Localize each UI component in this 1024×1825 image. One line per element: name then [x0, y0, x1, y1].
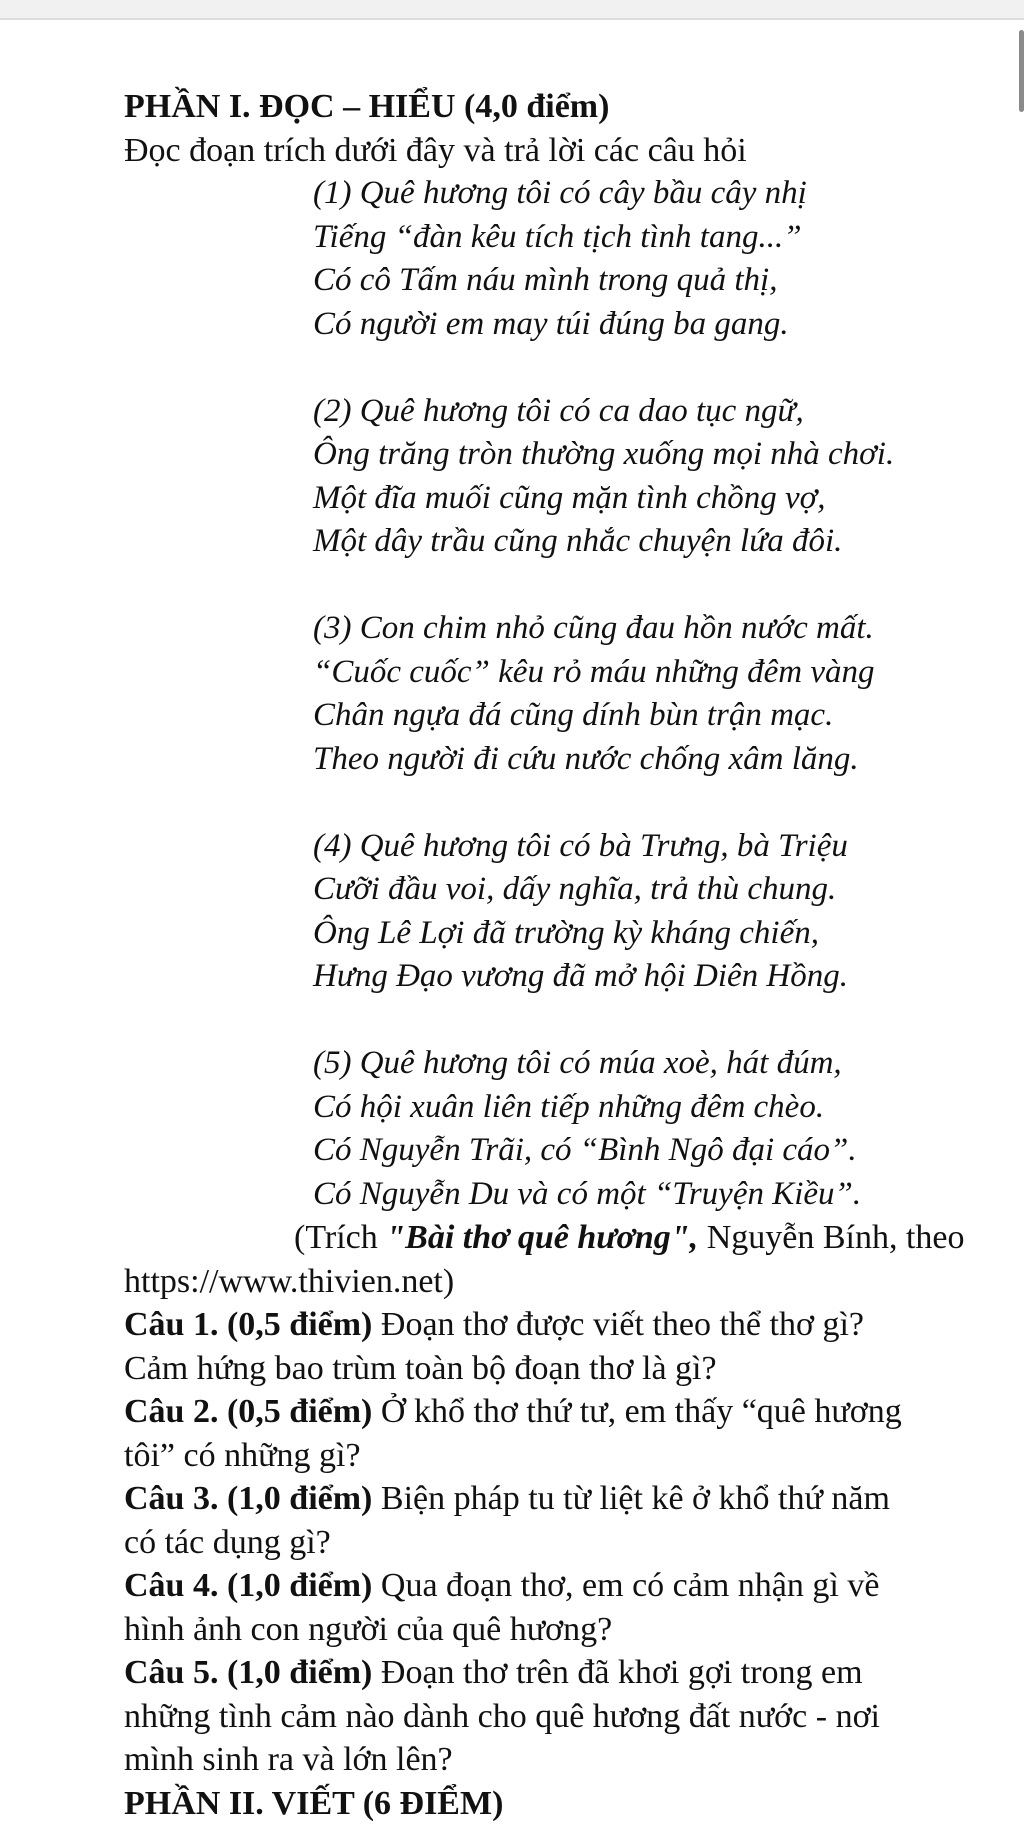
document: [0, 85, 1024, 1825]
question-text: Đoạn thơ trên đã khơi gợi trong em: [372, 1654, 862, 1691]
question-label: Câu 3. (1,0 điểm): [124, 1480, 372, 1517]
source-prefix: (Trích: [294, 1219, 386, 1256]
poem-line: (1) Quê hương tôi có cây bầu cây nhị: [0, 172, 1024, 216]
question-text: Đoạn thơ được viết theo thể thơ gì?: [372, 1306, 864, 1343]
question-line: [0, 1477, 1024, 1521]
question-text: mình sinh ra và lớn lên?: [124, 1741, 453, 1778]
poem-line: (3) Con chim nhỏ cũng đau hồn nước mất.: [0, 607, 1024, 651]
poem-line: Có Nguyễn Trãi, có “Bình Ngô đại cáo”.: [0, 1129, 1024, 1173]
instruction: Đọc đoạn trích dưới đây và trả lời các câu hỏi: [0, 129, 1024, 173]
question-line: [0, 1347, 1024, 1391]
question-text: hình ảnh con người của quê hương?: [124, 1611, 612, 1648]
question-text: Ở khổ thơ thứ tư, em thấy “quê hương: [372, 1393, 901, 1430]
poem-line: (5) Quê hương tôi có múa xoè, hát đúm,: [0, 1042, 1024, 1086]
question-line: [0, 1390, 1024, 1434]
question-text: tôi” có những gì?: [124, 1437, 361, 1474]
poem-line: Chân ngựa đá cũng dính bùn trận mạc.: [0, 694, 1024, 738]
source-url: https://www.thivien.net): [0, 1260, 1024, 1304]
question-line: [0, 1303, 1024, 1347]
poem-line: Có cô Tấm náu mình trong quả thị,: [0, 259, 1024, 303]
poem-line: Có hội xuân liên tiếp những đêm chèo.: [0, 1086, 1024, 1130]
question-line: [0, 1434, 1024, 1478]
poem-line: Có người em may túi đúng ba gang.: [0, 303, 1024, 347]
stanza-gap: [0, 781, 1024, 825]
question-text: Cảm hứng bao trùm toàn bộ đoạn thơ là gì?: [124, 1350, 717, 1387]
source-suffix: Nguyễn Bính, theo: [698, 1219, 964, 1256]
source-title: "Bài thơ quê hương",: [386, 1219, 698, 1256]
poem-line: Tiếng “đàn kêu tích tịch tình tang...”: [0, 216, 1024, 260]
poem-line: Cưỡi đầu voi, dấy nghĩa, trả thù chung.: [0, 868, 1024, 912]
section-title-text: PHẦN I. ĐỌC – HIỂU (4,0 điểm): [124, 88, 609, 125]
poem-line: (4) Quê hương tôi có bà Trưng, bà Triệu: [0, 825, 1024, 869]
question-text: những tình cảm nào dành cho quê hương đất nước - nơi: [124, 1698, 880, 1735]
poem-line: Theo người đi cứu nước chống xâm lăng.: [0, 738, 1024, 782]
question-label: Câu 5. (1,0 điểm): [124, 1654, 372, 1691]
poem-line: Có Nguyễn Du và có một “Truyện Kiều”.: [0, 1173, 1024, 1217]
question-line: [0, 1695, 1024, 1739]
question-label: Câu 4. (1,0 điểm): [124, 1567, 372, 1604]
poem-line: Ông trăng tròn thường xuống mọi nhà chơi.: [0, 433, 1024, 477]
question-text: Qua đoạn thơ, em có cảm nhận gì về: [372, 1567, 879, 1604]
poem-line: Một dây trầu cũng nhắc chuyện lứa đôi.: [0, 520, 1024, 564]
poem-line: Ông Lê Lợi đã trường kỳ kháng chiến,: [0, 912, 1024, 956]
stanza-gap: [0, 564, 1024, 608]
question-text: Biện pháp tu từ liệt kê ở khổ thứ năm: [372, 1480, 890, 1517]
browser-top-bar: [0, 0, 1024, 20]
source-citation: [0, 1216, 1024, 1260]
question-line: [0, 1738, 1024, 1782]
questions: [0, 1303, 1024, 1782]
section2-title: [0, 1782, 1024, 1825]
poem-line: “Cuốc cuốc” kêu rỏ máu những đêm vàng: [0, 651, 1024, 695]
poem: [0, 172, 1024, 1216]
question-label: Câu 1. (0,5 điểm): [124, 1306, 372, 1343]
question-line: [0, 1521, 1024, 1565]
question-line: [0, 1564, 1024, 1608]
stanza-gap: [0, 346, 1024, 390]
stanza-gap: [0, 999, 1024, 1043]
question-line: [0, 1651, 1024, 1695]
poem-line: (2) Quê hương tôi có ca dao tục ngữ,: [0, 390, 1024, 434]
section2-title-text: PHẦN II. VIẾT (6 ĐIỂM): [124, 1785, 503, 1822]
question-line: [0, 1608, 1024, 1652]
poem-line: Một đĩa muối cũng mặn tình chồng vợ,: [0, 477, 1024, 521]
question-label: Câu 2. (0,5 điểm): [124, 1393, 372, 1430]
poem-line: Hưng Đạo vương đã mở hội Diên Hồng.: [0, 955, 1024, 999]
section-title: [0, 85, 1024, 129]
question-text: có tác dụng gì?: [124, 1524, 331, 1561]
